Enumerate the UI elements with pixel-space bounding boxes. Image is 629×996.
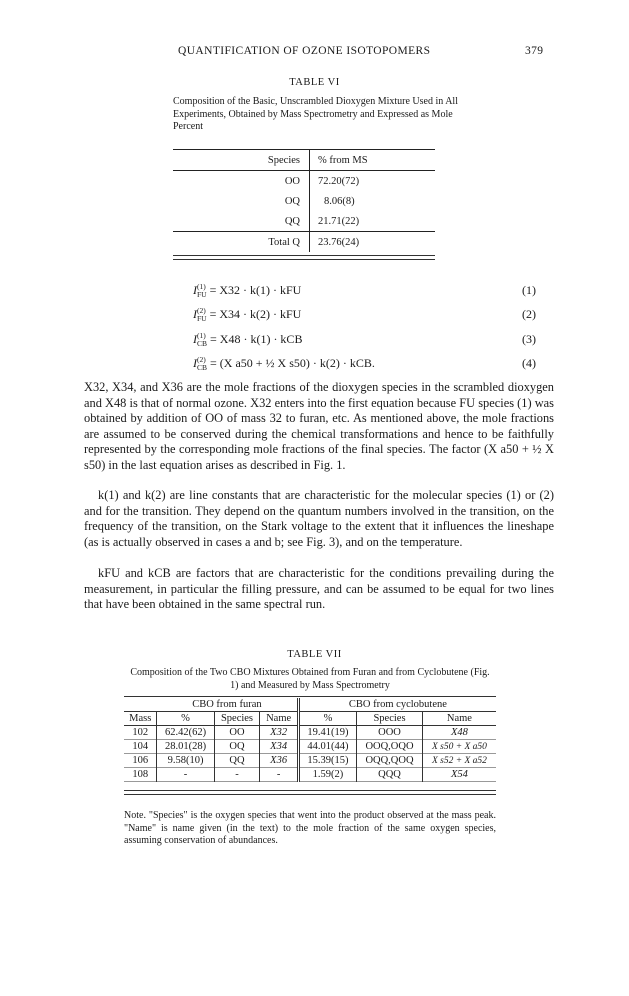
percent-cell: 8.06(8) [324,195,355,207]
table7-description: Composition of the Two CBO Mixtures Obtained from Furan and from Cyclobutene (Fig. 1) and Measured by Mass Spectrometry [130,667,490,691]
page-number: 379 [525,45,544,57]
species-cell: QQ [173,211,310,232]
column-header-name: Name [260,712,298,726]
group-header-furan: CBO from furan [157,698,298,712]
percent-cell: 23.76(24) [318,236,360,248]
table7 [124,698,496,782]
column-header-species: Species [214,712,260,726]
percent-cell: 21.71(22) [318,215,360,227]
group-header-cyclobutene: CBO from cyclobutene [298,698,496,712]
equation: I(2) FU = X34 · k(2) · kFU [193,306,302,323]
table-group-header-row [124,698,496,712]
table6-bottom-rule [173,255,435,260]
body-paragraph: kFU and kCB are factors that are characteristic for the conditions prevailing during the measurement, in particular the filling pressure, and can be assumed to be equal for two lines that have been obtained in the same spectral run. [84,566,554,612]
equation: I(1) FU = X32 · k(1) · kFU [193,282,302,299]
table7-bottom-rule [124,790,496,795]
species-cell: Total Q [173,232,310,253]
equation-number: (4) [522,356,536,370]
equation: I(1) CB = X48 · k(1) · kCB [193,331,303,348]
column-header-percent: % [157,712,214,726]
table7-caption: TABLE VII [287,649,342,660]
table-header-row [173,150,435,171]
column-header-mass: Mass [124,712,157,726]
table-row-total [173,232,435,253]
table6-description: Composition of the Basic, Unscrambled Dioxygen Mixture Used in All Experiments, Obtained by Mass Spectrometry and Expressed as Mole Percent [173,96,458,132]
running-title: QUANTIFICATION OF OZONE ISOTOPOMERS [178,45,431,57]
percent-cell: 72.20(72) [318,175,360,187]
column-header-species: Species [173,150,310,171]
table-row: 108 - - - 1.59(2) QQQ X54 [124,768,496,782]
table-row: 104 28.01(28) OQ X34 44.01(44) OOQ,OQO X s50 + X a50 [124,740,496,754]
table-row [173,211,435,232]
table-header-row [124,712,496,726]
table-row [173,191,435,211]
table7-note: Note. "Species" is the oxygen species that went into the product observed at the mass peak. "Name" is name given (in the text) to the mole fraction of the same oxygen species, assuming conservation of abundances. [124,810,496,846]
equation-number: (1) [522,283,536,297]
column-header-name: Name [422,712,496,726]
column-header-percent: % from MS [318,154,368,166]
equation-number: (2) [522,307,536,321]
table-row: 102 62.42(62) OO X32 19.41(19) OOO X48 [124,726,496,740]
column-header-percent: % [298,712,356,726]
table-row: 106 9.58(10) QQ X36 15.39(15) OQQ,QOQ X s52 + X a52 [124,754,496,768]
body-paragraph: X32, X34, and X36 are the mole fractions of the dioxygen species in the scrambled dioxygen and X48 is that of normal ozone. X32 enters into the first equation because FU species (1) was obtained by addition of OO of mass 32 to furan, etc. As mentioned above, the mole fractions are assumed to be conserved during the chemical transformations and hence to be faithfully represented by the corresponding mole fractions of the final species. The factor (X a50 + ½ X s50) in the last equation arises as described in Fig. 1. [84,380,554,472]
equation-number: (3) [522,332,536,346]
table6-caption: TABLE VI [289,77,340,88]
table6 [173,149,435,252]
species-cell: OO [173,171,310,192]
table-row [173,171,435,192]
equation: I(2) CB = (X a50 + ½ X s50) · k(2) · kCB. [193,355,375,372]
body-paragraph: k(1) and k(2) are line constants that are characteristic for the molecular species (1) or (2) and for the transition. They depend on the quantum numbers involved in the transition, on the frequency of the transition, on the Stark voltage to the extent that it influences the lineshape (as is actually observed in cases a and b; see Fig. 3), and on the temperature. [84,488,554,549]
column-header-species: Species [357,712,423,726]
species-cell: OQ [173,191,310,211]
